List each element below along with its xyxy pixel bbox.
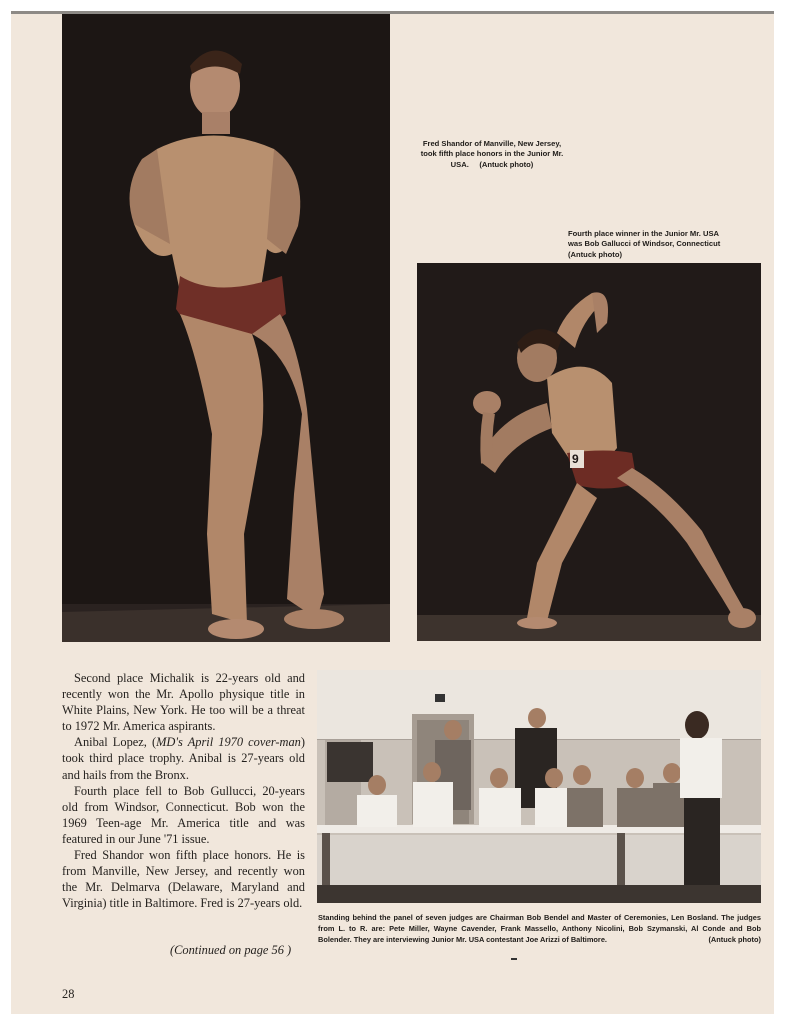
caption-line: USA. (Antuck photo) xyxy=(450,159,534,169)
continued-note: (Continued on page 56 ) xyxy=(170,943,292,957)
caption-judges-text: Standing behind the panel of seven judges are Chairman Bob Bendel and Master of Ceremonies, Len Bosland. The judges from L. to R. are: Pete Miller, Wayne Cavender, Frank Massello, Anthony Nicolini, Bob Szymanski, Al Conde and Bob Bolender. They are interviewing Junior Mr. USA contestant Joe Arizzi of Baltimore. xyxy=(318,913,761,945)
paragraph-lopez xyxy=(62,734,305,782)
cover-man-italic: MD's April 1970 cover-man xyxy=(156,735,301,750)
photo-judges-panel xyxy=(317,670,761,903)
contestant-number: 9 xyxy=(572,452,579,466)
caption-line: took fifth place honors in the Junior Mr. xyxy=(420,149,564,159)
lopez-lead: Anibal Lopez, ( xyxy=(74,735,157,750)
caption-shandor xyxy=(392,139,592,170)
page-number: 28 xyxy=(62,987,75,1001)
caption-line: was Bob Gallucci of Windsor, Connecticut xyxy=(568,239,721,249)
caption-line: (Antuck photo) xyxy=(568,249,622,259)
caption-judges xyxy=(318,912,761,946)
article-body xyxy=(62,670,305,911)
caption-gallucci xyxy=(568,229,768,260)
paragraph-michalik: Second place Michalik is 22-years old and recently won the Mr. Apollo physique title in White Plains, New York. He too will be a threat to 1972 Mr. America aspirants. xyxy=(62,671,305,734)
photo-bob-gallucci xyxy=(417,263,761,641)
caption-line: Fred Shandor of Manville, New Jersey, xyxy=(422,139,562,148)
caption-line: Fourth place winner in the Junior Mr. USA xyxy=(568,229,720,238)
lopez-rest: ) took third place trophy. Anibal is 27-years old and hails from the Bronx. xyxy=(62,735,306,782)
photo-fred-shandor xyxy=(62,14,390,642)
separator-dash xyxy=(511,958,517,960)
paragraph-gallucci: Fourth place fell to Bob Gullucci, 20-years old from Windsor, Connecticut. Bob won the 1969 Teen-age Mr. America title and was featured in our June '71 issue. xyxy=(62,783,305,846)
caption-judges-credit: (Antuck photo) xyxy=(708,935,761,945)
paragraph-shandor: Fred Shandor won fifth place honors. He is from Manville, New Jersey, and recently won the Mr. Delmarva (Delaware, Maryland and Virginia) title in Baltimore. Fred is 27-years old. xyxy=(62,848,305,911)
